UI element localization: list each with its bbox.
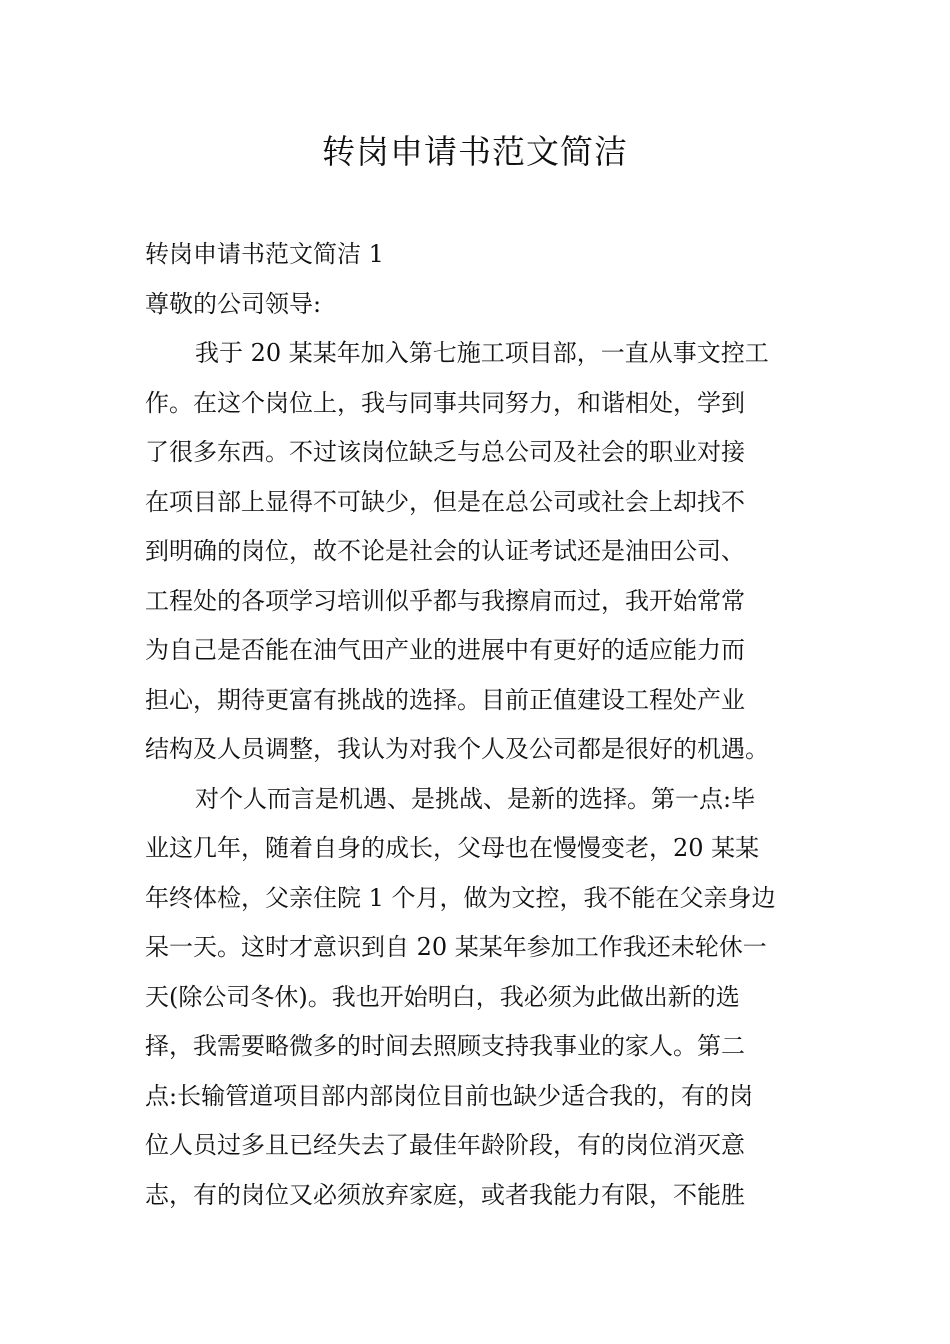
paragraph-line: 结构及人员调整，我认为对我个人及公司都是很好的机遇。 [145, 735, 769, 763]
paragraph-1 [145, 329, 809, 775]
paragraph-line: 担心，期待更富有挑战的选择。目前正值建设工程处产业 [145, 685, 745, 714]
paragraph-2 [145, 775, 809, 1221]
paragraph-line: 点:长输管道项目部内部岗位目前也缺少适合我的，有的岗 [145, 1081, 754, 1110]
paragraph-line: 择，我需要略微多的时间去照顾支持我事业的家人。第二 [145, 1032, 745, 1060]
salutation: 尊敬的公司领导: [145, 289, 322, 318]
paragraph-line: 志，有的岗位又必须放弃家庭，或者我能力有限，不能胜 [145, 1180, 745, 1209]
paragraph-line: 作。在这个岗位上，我与同事共同努力，和谐相处，学到 [145, 388, 745, 417]
paragraph-line: 呆一天。这时才意识到自 20 某某年参加工作我还未轮休一 [145, 933, 767, 961]
paragraph-line: 我于 20 某某年加入第七施工项目部，一直从事文控工 [195, 339, 769, 367]
paragraph-line: 业这几年，随着自身的成长，父母也在慢慢变老，20 某某 [145, 834, 760, 862]
paragraph-line: 年终体检，父亲住院 1 个月，做为文控，我不能在父亲身边 [145, 883, 776, 912]
paragraph-line: 到明确的岗位，故不论是社会的认证考试还是油田公司、 [145, 537, 745, 565]
paragraph-line: 天(除公司冬休)。我也开始明白，我必须为此做出新的选 [145, 982, 740, 1011]
paragraph-line: 了很多东西。不过该岗位缺乏与总公司及社会的职业对接 [145, 438, 745, 466]
section-heading: 转岗申请书范文简洁 1 [145, 240, 384, 268]
paragraph-line: 为自己是否能在油气田产业的进展中有更好的适应能力而 [145, 636, 745, 664]
paragraph-line: 对个人而言是机遇、是挑战、是新的选择。第一点:毕 [195, 784, 756, 813]
paragraph-line: 工程处的各项学习培训似乎都与我擦肩而过，我开始常常 [145, 586, 745, 615]
paragraph-line: 在项目部上显得不可缺少，但是在总公司或社会上却找不 [145, 487, 745, 516]
paragraph-line: 位人员过多且已经失去了最佳年龄阶段，有的岗位消灭意 [145, 1131, 745, 1159]
document-body [145, 230, 809, 1220]
document-title: 转岗申请书范文简洁 [322, 132, 628, 171]
